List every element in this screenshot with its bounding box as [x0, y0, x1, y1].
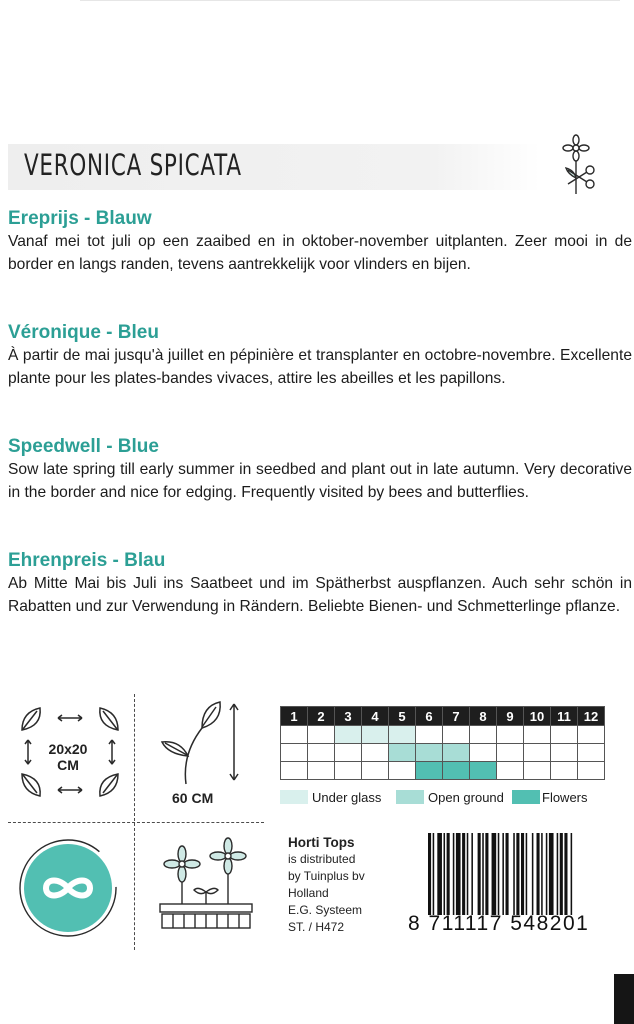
flowers-cell: [416, 762, 443, 780]
flowers-cell: [308, 762, 335, 780]
barcode-bar: [521, 833, 524, 915]
open-ground-cell: [416, 744, 443, 762]
flowers-cell: [362, 762, 389, 780]
barcode-bar: [447, 833, 450, 915]
under-glass-cell: [335, 726, 362, 744]
month-header: 8: [470, 707, 497, 726]
under-glass-swatch: [280, 790, 308, 804]
infinity-perennial-icon: [18, 838, 118, 938]
distributor-line: E.G. Systeem: [288, 903, 363, 917]
month-header: 2: [308, 707, 335, 726]
under-glass-cell: [416, 726, 443, 744]
section-heading: Ereprijs - Blauw: [8, 208, 152, 229]
barcode-bar: [516, 833, 519, 915]
barcode-bar: [560, 833, 563, 915]
distributor-line: by Tuinplus bv: [288, 869, 365, 883]
under-glass-cell: [551, 726, 578, 744]
brand-name: Horti Tops: [288, 835, 355, 850]
spacing-unit: CM: [57, 757, 79, 773]
flowers-cell: [551, 762, 578, 780]
barcode-bar: [485, 833, 488, 915]
seedling-tray-icon: [156, 832, 256, 936]
open-ground-cell: [308, 744, 335, 762]
flowers-swatch: [512, 790, 540, 804]
sowing-calendar: [280, 706, 605, 780]
spacing-label: [30, 741, 106, 773]
barcode-bar: [453, 833, 455, 915]
barcode-bar: [492, 833, 497, 915]
open-ground-cell: [443, 744, 470, 762]
barcode-bar: [437, 833, 442, 915]
open-ground-cell: [551, 744, 578, 762]
flowers-cell: [578, 762, 605, 780]
under-glass-cell: [308, 726, 335, 744]
under-glass-cell: [470, 726, 497, 744]
product-title: VERONICA SPICATA: [24, 148, 242, 182]
open-ground-cell: [497, 744, 524, 762]
horizontal-divider: [8, 822, 264, 824]
under-glass-cell: [389, 726, 416, 744]
barcode-bar: [513, 833, 515, 915]
top-divider: [80, 0, 620, 1]
barcode-bar: [498, 833, 500, 915]
section-heading: Speedwell - Blue: [8, 436, 159, 457]
month-header: 6: [416, 707, 443, 726]
open-ground-cell: [578, 744, 605, 762]
barcode-bar: [471, 833, 473, 915]
barcode-bar: [456, 833, 461, 915]
flowers-cell: [389, 762, 416, 780]
under-glass-cell: [362, 726, 389, 744]
barcode-bar: [571, 833, 573, 915]
under-glass-cell: [281, 726, 308, 744]
flowers-cell: [470, 762, 497, 780]
section-text: Ab Mitte Mai bis Juli ins Saatbeet und im Spätherbst auspflanzen. Auch sehr schön in Rabatten und zur Verwendung in Rändern. Beliebte Bienen- und Schmetterlinge pflanze.: [8, 575, 632, 615]
open-ground-swatch: [396, 790, 424, 804]
distributor-line: is distributed: [288, 852, 356, 866]
barcode-bar: [433, 833, 435, 915]
calendar-legend: [280, 789, 620, 807]
barcode-bar: [506, 833, 509, 915]
plant-height-icon: [156, 700, 256, 790]
barcode-bar: [478, 833, 481, 915]
open-ground-cell: [524, 744, 551, 762]
legend-open-ground: Open ground: [428, 790, 504, 805]
section-heading: Ehrenpreis - Blau: [8, 550, 166, 571]
month-header: 3: [335, 707, 362, 726]
section-text: Sow late spring till early summer in seedbed and plant out in late autumn. Very decorative in the border and nice for edging. Frequently visited by bees and butterflies.: [8, 461, 632, 501]
barcode-bar: [526, 833, 528, 915]
barcode-bar: [557, 833, 559, 915]
barcode-bar: [467, 833, 469, 915]
barcode-bar: [541, 833, 543, 915]
month-header: 5: [389, 707, 416, 726]
barcode-bar: [502, 833, 504, 915]
flower-scissors-icon: [558, 134, 604, 198]
barcode-bar: [428, 833, 431, 915]
barcode-bar: [444, 833, 446, 915]
month-header: 10: [524, 707, 551, 726]
barcode-bar: [537, 833, 540, 915]
flowers-cell: [281, 762, 308, 780]
section-heading: Véronique - Bleu: [8, 322, 159, 343]
barcode-bar: [546, 833, 548, 915]
distributor-line: ST. / H472: [288, 920, 345, 934]
barcode-bar: [462, 833, 465, 915]
section-dutch: [8, 208, 632, 276]
legend-under-glass: Under glass: [312, 790, 382, 805]
open-ground-cell: [470, 744, 497, 762]
under-glass-cell: [524, 726, 551, 744]
distributor-info: [288, 834, 365, 936]
open-ground-cell: [362, 744, 389, 762]
legend-flowers: Flowers: [542, 790, 588, 805]
month-header: 1: [281, 707, 308, 726]
flowers-cell: [335, 762, 362, 780]
distributor-line: Holland: [288, 886, 329, 900]
open-ground-cell: [335, 744, 362, 762]
under-glass-cell: [443, 726, 470, 744]
month-header: 7: [443, 707, 470, 726]
open-ground-cell: [389, 744, 416, 762]
under-glass-cell: [497, 726, 524, 744]
section-german: [8, 550, 632, 618]
month-header: 11: [551, 707, 578, 726]
barcode: [428, 833, 624, 915]
month-header: 12: [578, 707, 605, 726]
section-text: Vanaf mei tot juli op een zaaibed en in oktober-november uitplanten. Zeer mooi in de border en langs randen, tevens aantrekkelijk voor vlinders en bijen.: [8, 233, 632, 273]
barcode-bar: [532, 833, 534, 915]
flowers-cell: [497, 762, 524, 780]
month-header: 4: [362, 707, 389, 726]
barcode-number: 8 711117 548201: [408, 912, 590, 935]
section-french: [8, 322, 632, 390]
spacing-value: 20x20: [48, 741, 88, 757]
section-text: À partir de mai jusqu'à juillet en pépinière et transplanter en octobre-novembre. Excellente plante pour les plates-bandes vivaces, attire les abeilles et les papillons.: [8, 347, 632, 387]
barcode-bar: [564, 833, 567, 915]
height-label: 60 CM: [172, 790, 214, 806]
under-glass-cell: [578, 726, 605, 744]
flowers-cell: [443, 762, 470, 780]
corner-mark: [614, 974, 634, 1024]
barcode-bar: [482, 833, 484, 915]
section-english: [8, 436, 632, 504]
month-header: 9: [497, 707, 524, 726]
flowers-cell: [524, 762, 551, 780]
open-ground-cell: [281, 744, 308, 762]
barcode-bar: [549, 833, 554, 915]
